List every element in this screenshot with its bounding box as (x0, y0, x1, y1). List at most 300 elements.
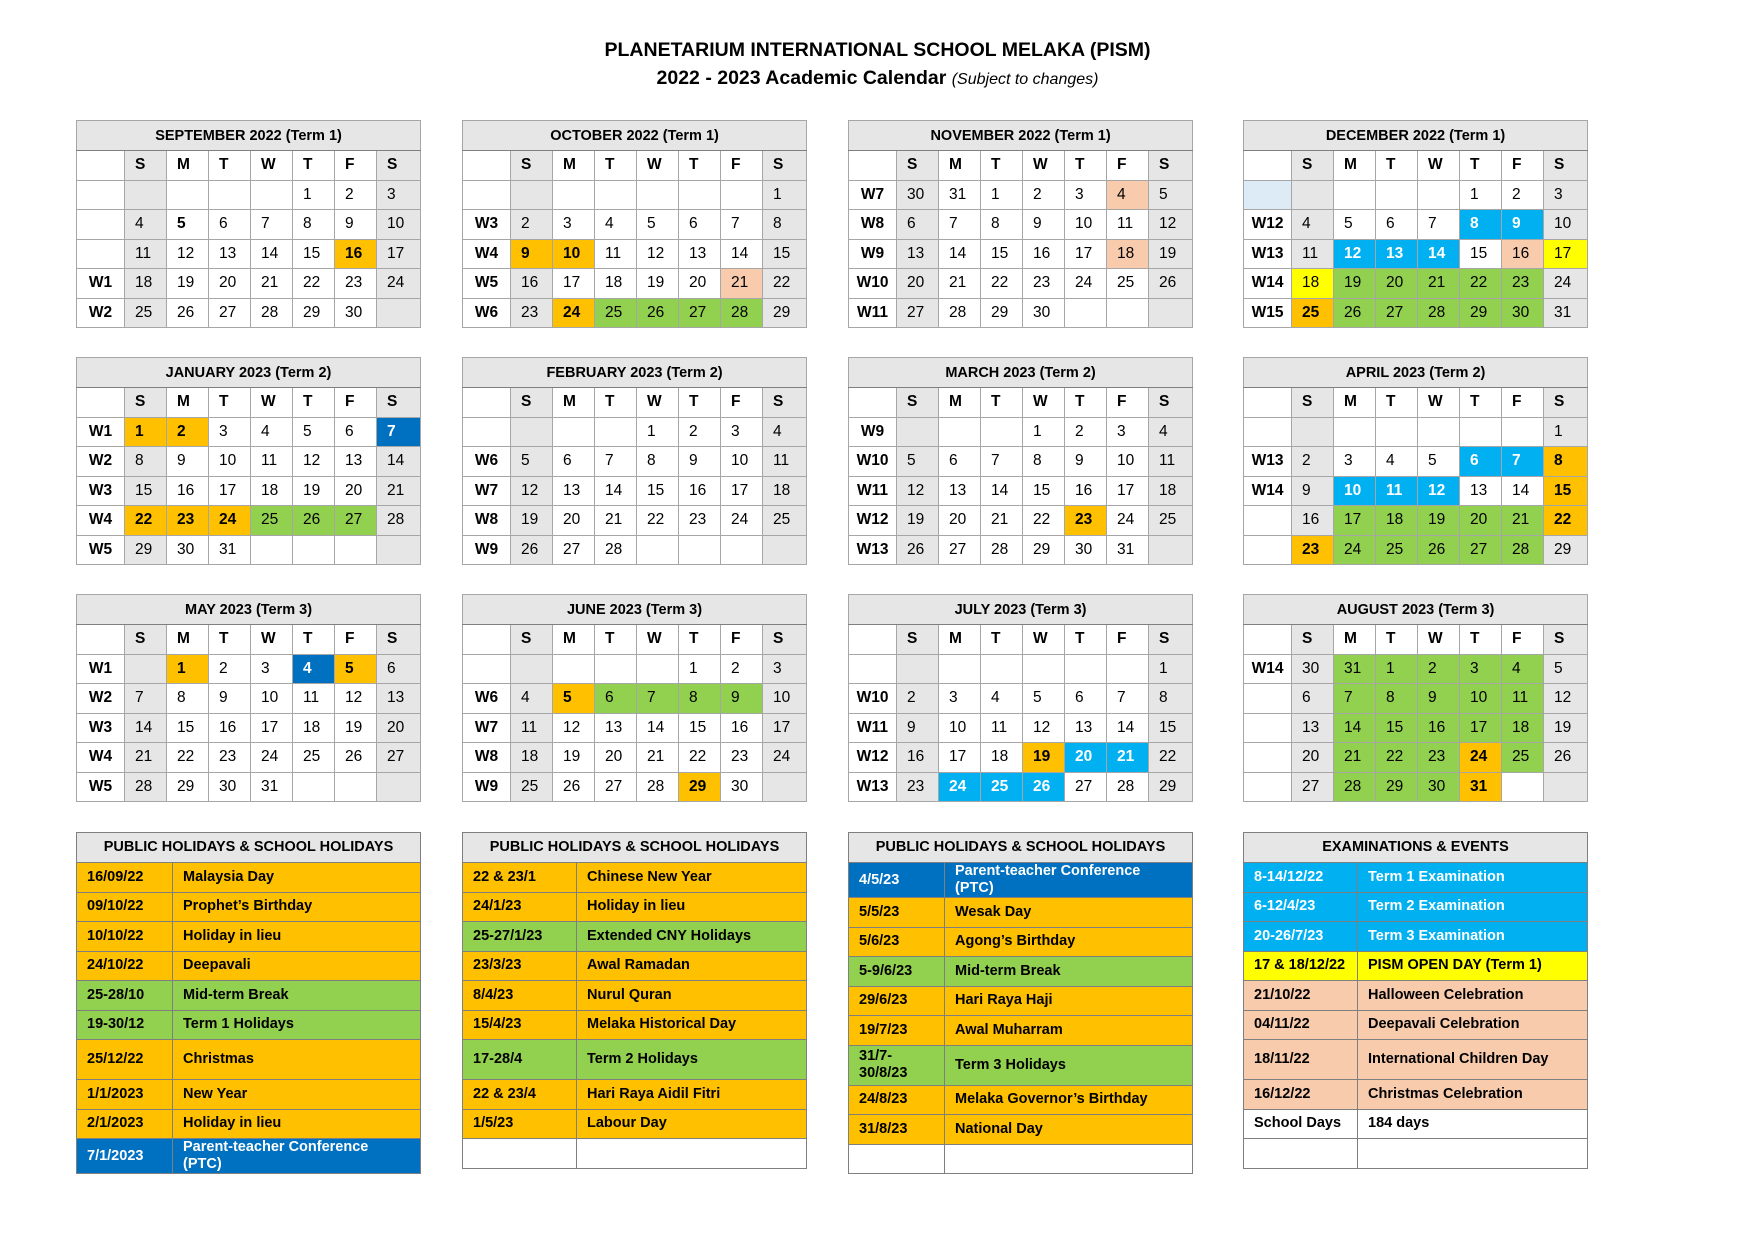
day-cell: 23 (335, 269, 377, 299)
day-cell: 30 (897, 180, 939, 210)
day-cell: 29 (763, 298, 807, 328)
week-row (77, 535, 421, 565)
week-row (1244, 417, 1588, 447)
week-row (77, 743, 421, 773)
day-cell: 26 (897, 535, 939, 565)
week-number: W14 (1244, 654, 1292, 684)
holiday-event: Nurul Quran (577, 981, 807, 1011)
week-number: W13 (1244, 447, 1292, 477)
day-cell: 21 (637, 743, 679, 773)
holiday-event: Prophet’s Birthday (173, 892, 421, 922)
day-cell: 6 (209, 210, 251, 240)
holiday-event: Mid-term Break (173, 981, 421, 1011)
holiday-row (849, 1115, 1193, 1145)
day-cell: 12 (1418, 476, 1460, 506)
day-cell (981, 417, 1023, 447)
day-cell: 1 (1376, 654, 1418, 684)
day-cell (1418, 417, 1460, 447)
day-cell: 8 (167, 684, 209, 714)
day-cell (897, 417, 939, 447)
day-cell (763, 772, 807, 802)
day-cell: 19 (897, 506, 939, 536)
day-cell: 5 (293, 417, 335, 447)
day-cell: 21 (1334, 743, 1376, 773)
week-row (463, 298, 807, 328)
weekday-header: T (293, 388, 335, 418)
week-number: W6 (463, 447, 511, 477)
day-cell: 31 (939, 180, 981, 210)
month-title: MARCH 2023 (Term 2) (849, 358, 1193, 388)
holiday-row (77, 951, 421, 981)
holiday-date: 17-28/4 (463, 1040, 577, 1080)
day-cell: 6 (1460, 447, 1502, 477)
day-cell (595, 180, 637, 210)
holiday-event: Chinese New Year (577, 863, 807, 893)
day-cell: 31 (1107, 535, 1149, 565)
weekday-header: S (897, 151, 939, 181)
holiday-event: Malaysia Day (173, 863, 421, 893)
holiday-row (1244, 1010, 1588, 1040)
month-title-row (1244, 358, 1588, 388)
holiday-row (463, 863, 807, 893)
day-cell: 27 (679, 298, 721, 328)
day-cell: 2 (1502, 180, 1544, 210)
day-cell: 21 (1418, 269, 1460, 299)
day-cell: 28 (1107, 772, 1149, 802)
week-row (77, 239, 421, 269)
weekday-header: M (1334, 151, 1376, 181)
holiday-row (77, 922, 421, 952)
day-cell: 30 (1292, 654, 1334, 684)
holiday-event: Term 3 Holidays (945, 1045, 1193, 1085)
weekday-header-row (77, 388, 421, 418)
day-cell (721, 180, 763, 210)
holiday-event: Deepavali (173, 951, 421, 981)
day-cell: 27 (1460, 535, 1502, 565)
holiday-date: 04/11/22 (1244, 1010, 1358, 1040)
day-cell (595, 417, 637, 447)
day-cell: 24 (763, 743, 807, 773)
month-calendar (462, 120, 807, 328)
holiday-table (462, 832, 807, 1169)
day-cell (293, 772, 335, 802)
week-row (77, 417, 421, 447)
holiday-event (945, 1144, 1193, 1174)
day-cell: 18 (981, 743, 1023, 773)
day-cell (1107, 298, 1149, 328)
week-number: W10 (849, 269, 897, 299)
day-cell (335, 772, 377, 802)
holiday-date: 31/7-30/8/23 (849, 1045, 945, 1085)
day-cell: 24 (209, 506, 251, 536)
month-title-row (849, 595, 1193, 625)
weekday-header: F (1502, 388, 1544, 418)
month-title-row (463, 595, 807, 625)
day-cell: 30 (209, 772, 251, 802)
day-cell: 8 (1460, 210, 1502, 240)
weekday-header: M (939, 625, 981, 655)
week-number: W3 (463, 210, 511, 240)
day-cell: 9 (1418, 684, 1460, 714)
week-header-blank (77, 388, 125, 418)
day-cell: 22 (1376, 743, 1418, 773)
day-cell: 18 (1292, 269, 1334, 299)
weekday-header: W (1023, 388, 1065, 418)
day-cell: 9 (1065, 447, 1107, 477)
week-number: W15 (1244, 298, 1292, 328)
holiday-table-title-row (1244, 833, 1588, 863)
week-number: W8 (849, 210, 897, 240)
day-cell: 19 (335, 713, 377, 743)
holiday-table-title: PUBLIC HOLIDAYS & SCHOOL HOLIDAYS (463, 833, 807, 863)
day-cell: 13 (1376, 239, 1418, 269)
day-cell: 28 (721, 298, 763, 328)
day-cell: 29 (1544, 535, 1588, 565)
day-cell: 30 (335, 298, 377, 328)
weekday-header: T (981, 625, 1023, 655)
weekday-header: M (167, 388, 209, 418)
weekday-header: T (679, 625, 721, 655)
week-row (1244, 743, 1588, 773)
day-cell: 4 (595, 210, 637, 240)
day-cell: 5 (167, 210, 209, 240)
week-number: W13 (849, 772, 897, 802)
week-row (463, 772, 807, 802)
week-number (1244, 743, 1292, 773)
weekday-header: W (251, 625, 293, 655)
day-cell: 1 (1544, 417, 1588, 447)
weekday-header: W (637, 625, 679, 655)
day-cell: 3 (553, 210, 595, 240)
day-cell: 14 (981, 476, 1023, 506)
day-cell: 23 (721, 743, 763, 773)
calendar-subtitle (0, 64, 1755, 94)
day-cell: 9 (167, 447, 209, 477)
holiday-event: Deepavali Celebration (1358, 1010, 1588, 1040)
weekday-header: W (251, 388, 293, 418)
holiday-row (1244, 892, 1588, 922)
weekday-header: S (125, 625, 167, 655)
holiday-table-title: EXAMINATIONS & EVENTS (1244, 833, 1588, 863)
week-number: W12 (1244, 210, 1292, 240)
day-cell: 2 (1418, 654, 1460, 684)
day-cell: 1 (125, 417, 167, 447)
weekday-header: S (377, 625, 421, 655)
holiday-row (77, 1080, 421, 1110)
holiday-row (463, 951, 807, 981)
holiday-row (1244, 951, 1588, 981)
day-cell: 30 (1023, 298, 1065, 328)
day-cell: 12 (1334, 239, 1376, 269)
weekday-header-row (849, 151, 1193, 181)
day-cell: 27 (1292, 772, 1334, 802)
holiday-date: 8-14/12/22 (1244, 863, 1358, 893)
weekday-header: T (1460, 151, 1502, 181)
day-cell: 21 (1502, 506, 1544, 536)
day-cell: 23 (1023, 269, 1065, 299)
week-number: W5 (77, 772, 125, 802)
weekday-header: T (1065, 625, 1107, 655)
holiday-event: Term 3 Examination (1358, 922, 1588, 952)
day-cell: 15 (763, 239, 807, 269)
week-number: W14 (1244, 476, 1292, 506)
day-cell (377, 535, 421, 565)
weekday-header: S (1544, 151, 1588, 181)
day-cell: 25 (763, 506, 807, 536)
day-cell: 10 (939, 713, 981, 743)
day-cell: 18 (595, 269, 637, 299)
week-row (1244, 239, 1588, 269)
week-row (849, 417, 1193, 447)
day-cell: 13 (679, 239, 721, 269)
day-cell: 20 (553, 506, 595, 536)
week-row (77, 298, 421, 328)
day-cell: 13 (377, 684, 421, 714)
day-cell: 7 (637, 684, 679, 714)
holiday-date: School Days (1244, 1109, 1358, 1139)
week-row (849, 447, 1193, 477)
day-cell: 14 (125, 713, 167, 743)
holiday-event: Halloween Celebration (1358, 981, 1588, 1011)
holiday-date: 25/12/22 (77, 1040, 173, 1080)
week-row (77, 772, 421, 802)
day-cell (897, 654, 939, 684)
weekday-header: F (721, 151, 763, 181)
day-cell: 5 (511, 447, 553, 477)
week-row (463, 506, 807, 536)
week-row (849, 684, 1193, 714)
week-row (849, 210, 1193, 240)
day-cell: 3 (1460, 654, 1502, 684)
day-cell: 24 (1544, 269, 1588, 299)
holiday-table-title-row (77, 833, 421, 863)
day-cell: 8 (293, 210, 335, 240)
day-cell (1292, 417, 1334, 447)
week-number: W8 (463, 743, 511, 773)
weekday-header: S (1544, 625, 1588, 655)
day-cell: 17 (251, 713, 293, 743)
weekday-header-row (77, 625, 421, 655)
holiday-date: 09/10/22 (77, 892, 173, 922)
day-cell: 18 (1149, 476, 1193, 506)
week-row (1244, 772, 1588, 802)
week-number: W13 (1244, 239, 1292, 269)
holiday-date: 24/1/23 (463, 892, 577, 922)
week-number: W9 (849, 239, 897, 269)
day-cell: 26 (167, 298, 209, 328)
day-cell: 16 (1065, 476, 1107, 506)
holiday-row (463, 1080, 807, 1110)
day-cell: 21 (721, 269, 763, 299)
day-cell: 10 (553, 239, 595, 269)
day-cell: 2 (897, 684, 939, 714)
week-row (1244, 713, 1588, 743)
holiday-event: Parent-teacher Conference (PTC) (945, 863, 1193, 898)
day-cell: 2 (679, 417, 721, 447)
day-cell: 7 (125, 684, 167, 714)
day-cell: 19 (1544, 713, 1588, 743)
day-cell: 15 (1149, 713, 1193, 743)
month-title-row (77, 595, 421, 625)
day-cell (1149, 535, 1193, 565)
holiday-row (77, 981, 421, 1011)
day-cell: 5 (1149, 180, 1193, 210)
day-cell: 5 (897, 447, 939, 477)
day-cell: 2 (1023, 180, 1065, 210)
weekday-header: F (1502, 625, 1544, 655)
holiday-event: PISM OPEN DAY (Term 1) (1358, 951, 1588, 981)
day-cell: 11 (981, 713, 1023, 743)
month-calendar (1243, 594, 1588, 802)
week-row (77, 269, 421, 299)
day-cell: 24 (1107, 506, 1149, 536)
day-cell: 8 (1149, 684, 1193, 714)
holiday-table (1243, 832, 1588, 1169)
week-row (463, 239, 807, 269)
day-cell: 28 (1418, 298, 1460, 328)
day-cell (595, 654, 637, 684)
day-cell: 2 (1292, 447, 1334, 477)
holiday-event: International Children Day (1358, 1040, 1588, 1080)
holiday-date: 29/6/23 (849, 986, 945, 1016)
day-cell: 26 (511, 535, 553, 565)
day-cell (511, 417, 553, 447)
day-cell: 28 (377, 506, 421, 536)
day-cell: 12 (637, 239, 679, 269)
holiday-row (849, 898, 1193, 928)
day-cell: 16 (897, 743, 939, 773)
day-cell: 5 (1334, 210, 1376, 240)
day-cell: 13 (1292, 713, 1334, 743)
day-cell: 21 (125, 743, 167, 773)
week-number: W9 (463, 772, 511, 802)
day-cell: 31 (1460, 772, 1502, 802)
weekday-header-row (463, 625, 807, 655)
day-cell: 3 (721, 417, 763, 447)
holiday-event: Hari Raya Haji (945, 986, 1193, 1016)
week-header-blank (849, 151, 897, 181)
weekday-header: T (981, 388, 1023, 418)
day-cell: 25 (1149, 506, 1193, 536)
day-cell: 2 (721, 654, 763, 684)
day-cell: 30 (1502, 298, 1544, 328)
week-number: W6 (463, 298, 511, 328)
day-cell: 14 (1502, 476, 1544, 506)
weekday-header: T (293, 625, 335, 655)
day-cell: 23 (679, 506, 721, 536)
weekday-header: F (1107, 625, 1149, 655)
holiday-row (77, 863, 421, 893)
week-row (1244, 476, 1588, 506)
day-cell: 19 (1418, 506, 1460, 536)
week-number (1244, 772, 1292, 802)
day-cell (1107, 654, 1149, 684)
holiday-row (1244, 922, 1588, 952)
week-header-blank (463, 625, 511, 655)
holiday-event: Holiday in lieu (173, 1109, 421, 1139)
day-cell: 20 (209, 269, 251, 299)
week-row (1244, 210, 1588, 240)
weekday-header: F (335, 151, 377, 181)
day-cell: 1 (1149, 654, 1193, 684)
week-number: W12 (849, 743, 897, 773)
week-row (77, 476, 421, 506)
holiday-date: 19/7/23 (849, 1016, 945, 1046)
day-cell: 28 (251, 298, 293, 328)
week-number: W3 (77, 713, 125, 743)
holiday-row (849, 1045, 1193, 1085)
day-cell: 16 (1292, 506, 1334, 536)
week-row (77, 210, 421, 240)
holiday-row (1244, 1040, 1588, 1080)
day-cell: 26 (335, 743, 377, 773)
day-cell: 8 (679, 684, 721, 714)
day-cell (637, 654, 679, 684)
holiday-event: Awal Muharram (945, 1016, 1193, 1046)
day-cell (293, 535, 335, 565)
day-cell: 4 (293, 654, 335, 684)
day-cell: 9 (679, 447, 721, 477)
holiday-table-title-row (463, 833, 807, 863)
day-cell: 31 (1334, 654, 1376, 684)
week-number: W3 (77, 476, 125, 506)
weekday-header: F (1107, 151, 1149, 181)
holiday-row (849, 927, 1193, 957)
holiday-row (463, 981, 807, 1011)
weekday-header: S (897, 625, 939, 655)
week-row (1244, 535, 1588, 565)
subject-to-changes-note: (Subject to changes) (951, 71, 1099, 88)
holiday-date: 4/5/23 (849, 863, 945, 898)
week-number: W4 (77, 743, 125, 773)
week-row (463, 476, 807, 506)
holiday-row (849, 986, 1193, 1016)
holiday-date: 8/4/23 (463, 981, 577, 1011)
week-header-blank (463, 388, 511, 418)
day-cell: 6 (897, 210, 939, 240)
day-cell: 14 (939, 239, 981, 269)
weekday-header: S (763, 625, 807, 655)
day-cell: 19 (293, 476, 335, 506)
day-cell: 13 (1460, 476, 1502, 506)
holiday-event: New Year (173, 1080, 421, 1110)
holiday-date: 16/12/22 (1244, 1080, 1358, 1110)
week-header-blank (1244, 151, 1292, 181)
weekday-header: F (1502, 151, 1544, 181)
day-cell: 30 (721, 772, 763, 802)
week-header-blank (1244, 388, 1292, 418)
month-title: FEBRUARY 2023 (Term 2) (463, 358, 807, 388)
week-row (849, 713, 1193, 743)
day-cell: 3 (1334, 447, 1376, 477)
day-cell: 28 (981, 535, 1023, 565)
holiday-date: 31/8/23 (849, 1115, 945, 1145)
week-row (77, 684, 421, 714)
day-cell (1334, 417, 1376, 447)
day-cell (377, 772, 421, 802)
week-row (1244, 684, 1588, 714)
holiday-row (77, 892, 421, 922)
week-number (77, 180, 125, 210)
day-cell: 12 (1149, 210, 1193, 240)
day-cell: 21 (981, 506, 1023, 536)
day-cell: 26 (1544, 743, 1588, 773)
day-cell: 18 (763, 476, 807, 506)
day-cell: 12 (293, 447, 335, 477)
day-cell: 20 (377, 713, 421, 743)
day-cell: 24 (553, 298, 595, 328)
day-cell: 1 (1460, 180, 1502, 210)
